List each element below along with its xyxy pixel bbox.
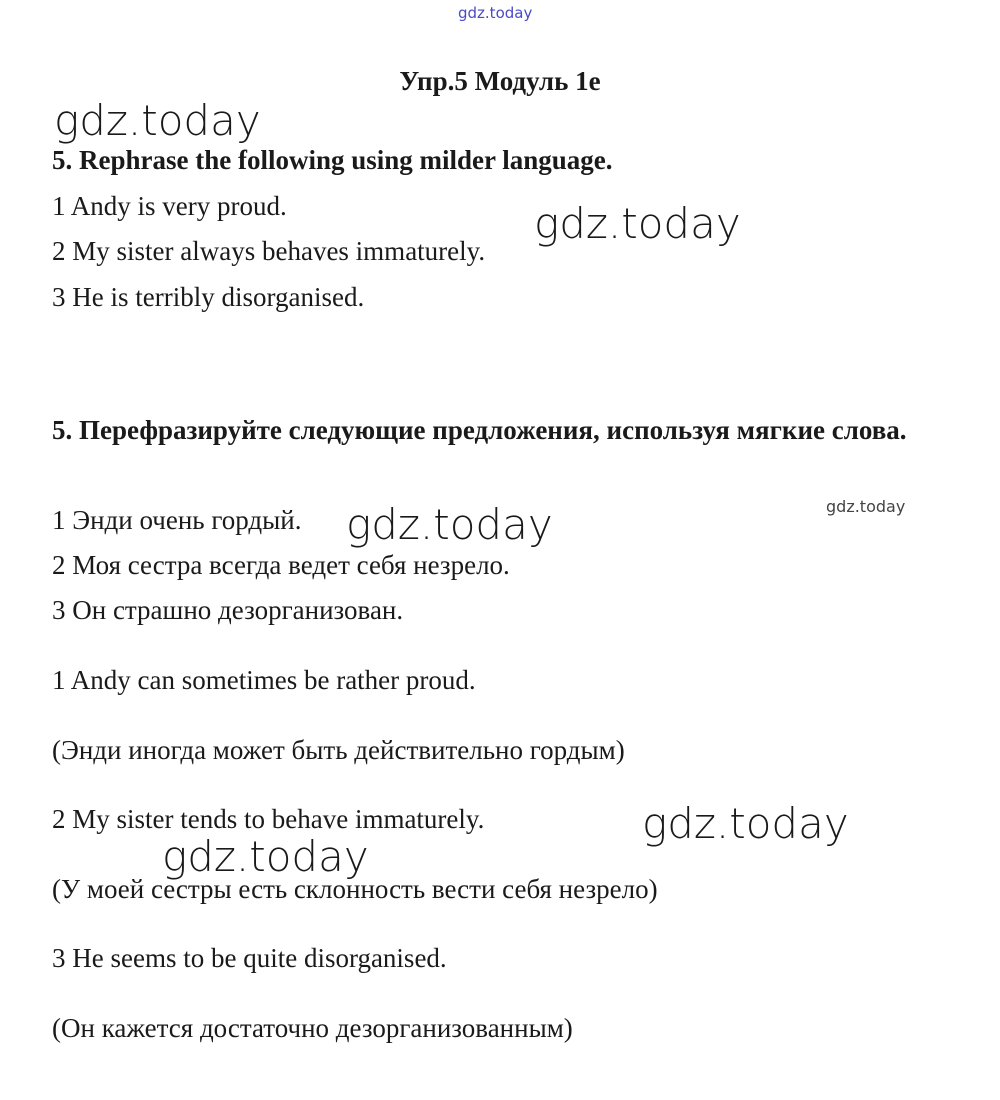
answer-ru-3: (Он кажется достаточно дезорганизованным) [52,1013,573,1043]
answer-en-3: 3 He seems to be quite disorganised. [52,943,447,973]
answer-en-2: 2 My sister tends to behave immaturely. [52,804,485,834]
answer-ru-2: (У моей сестры есть склонность вести себя незрело) [52,874,658,904]
exercise-line-ru-1: 1 Энди очень гордый. [52,505,302,535]
exercise-line-ru-3: 3 Он страшно дезорганизован. [52,595,404,625]
watermark-5: gdz.today [162,832,369,881]
watermark-4: gdz.today [642,799,849,848]
exercise-line-en-2: 2 My sister always behaves immaturely. [52,236,486,266]
exercise-heading-ru: 5. Перефразируйте следующие предложения, используя мягкие слова. [52,415,907,445]
watermark-3: gdz.today [346,500,553,549]
watermark-2: gdz.today [534,199,741,248]
exercise-line-ru-2: 2 Моя сестра всегда ведет себя незрело. [52,550,510,580]
page-title: Упр.5 Модуль 1е [399,66,601,96]
watermark-1: gdz.today [54,96,261,145]
watermark-small: gdz.today [826,497,906,516]
watermark-top: gdz.today [458,4,533,22]
exercise-heading-en: 5. Rephrase the following using milder language. [52,145,613,175]
answer-ru-1: (Энди иногда может быть действительно гордым) [52,735,625,765]
exercise-line-en-1: 1 Andy is very proud. [52,191,287,221]
answer-en-1: 1 Andy can sometimes be rather proud. [52,665,476,695]
exercise-line-en-3: 3 He is terribly disorganised. [52,282,365,312]
